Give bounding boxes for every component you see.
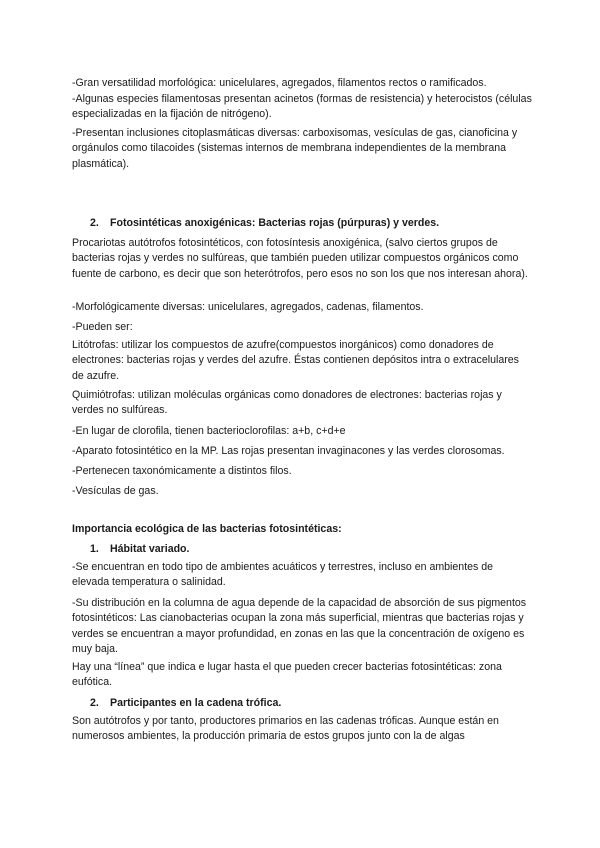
subsection-paragraph: -Se encuentran en todo tipo de ambientes acuáticos y terrestres, incluso en ambientes de elevada temperatura o salinidad. xyxy=(72,561,494,589)
importance-heading: Importancia ecológica de las bacterias fotosintéticas: xyxy=(72,523,342,535)
intro-paragraph: -Presentan inclusiones citoplasmáticas diversas: carboxisomas, vesículas de gas, cianoficina y orgánulos como tilacoides (sistemas internos de membrana independientes de la membrana plasmática). xyxy=(72,127,518,170)
subsection-title: Hábitat variado. xyxy=(110,543,190,555)
subsection-number: 1. xyxy=(90,543,99,555)
subsection-paragraph: Son autótrofos y por tanto, productores primarios en las cadenas tróficas. Aunque están en numerosos ambientes, la producción primaria de estos grupos junto con la de algas xyxy=(72,715,499,743)
section-heading xyxy=(90,216,550,231)
subsection-paragraph: -Su distribución en la columna de agua depende de la capacidad de absorción de sus pigmentos fotosintéticos: Las cianobacterias ocupan la zona más superficial, mientras que bacterias rojas y verdes se encuentran a mayor profundidad, en zonas en las que la concentración de oxígeno es muy baja. xyxy=(72,597,527,656)
subsection-number: 2. xyxy=(90,697,99,709)
subsection-title: Participantes en la cadena trófica. xyxy=(110,697,282,709)
section-paragraph: -Vesículas de gas. xyxy=(72,485,159,497)
intro-paragraph: -Algunas especies filamentosas presentan acinetos (formas de resistencia) y heterocistos (células especializadas en la fijación de nitrógeno). xyxy=(72,93,532,121)
section-paragraph: -Pertenecen taxonómicamente a distintos filos. xyxy=(72,465,292,477)
section-number: 2. xyxy=(90,217,99,229)
subsection-heading xyxy=(90,542,550,557)
section-paragraph: Quimiótrofas: utilizan moléculas orgánicas como donadores de electrones: bacterias rojas y verdes no sulfúreas. xyxy=(72,389,502,417)
section-paragraph: -Aparato fotosintético en la MP. Las rojas presentan invaginacones y las verdes clorosomas. xyxy=(72,445,505,457)
section-paragraph: Procariotas autótrofos fotosintéticos, con fotosíntesis anoxigénica, (salvo ciertos grupos de bacterias rojas y verdes no sulfúreas, que también pueden utilizar compuestos orgánicos como fuente de carbono, es decir que son heterótrofos, pero esos no son los que nos interesan ahora). xyxy=(72,237,528,280)
section-paragraph: -Pueden ser: xyxy=(72,321,133,333)
subsection-heading xyxy=(90,696,550,711)
section-paragraph: -Morfológicamente diversas: unicelulares, agregados, cadenas, filamentos. xyxy=(72,301,424,313)
section-paragraph: -En lugar de clorofila, tienen bacterioclorofilas: a+b, c+d+e xyxy=(72,425,346,437)
subsection-paragraph: Hay una “línea” que indica e lugar hasta el que pueden crecer bacterias fotosintéticas: zona eufótica. xyxy=(72,661,502,689)
section-title: Fotosintéticas anoxigénicas: Bacterias rojas (púrpuras) y verdes. xyxy=(110,217,440,229)
intro-paragraph: -Gran versatilidad morfológica: unicelulares, agregados, filamentos rectos o ramificados. xyxy=(72,77,487,89)
section-paragraph: Litótrofas: utilizar los compuestos de azufre(compuestos inorgánicos) como donadores de electrones: bacterias rojas y verdes del azufre. Éstas contienen depósitos intra o extracelulares de azufre. xyxy=(72,339,519,382)
